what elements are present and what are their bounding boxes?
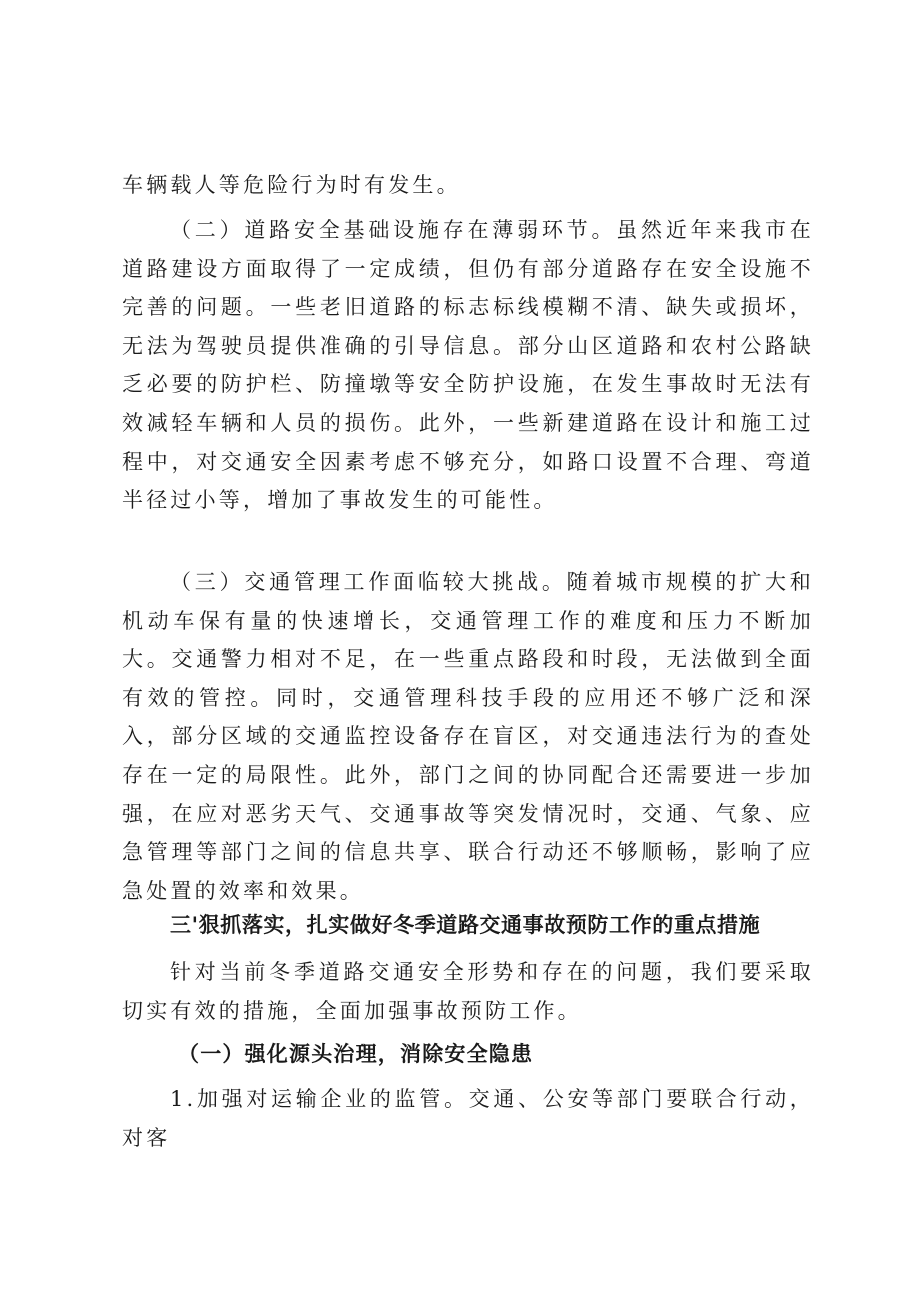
paragraph-section-intro: 针对当前冬季道路交通安全形势和存在的问题，我们要采取切实有效的措施，全面加强事故预防工作。 — [122, 960, 814, 1023]
paragraph-item-one: 1.加强对运输企业的监管。交通、公安等部门要联合行动，对客 — [122, 1087, 814, 1150]
section-three-heading: 三'狠抓落实，扎实做好冬季道路交通事故预防工作的重点措施 — [170, 913, 761, 937]
paragraph-traffic-management: （三）交通管理工作面临较大挑战。随着城市规模的扩大和机动车保有量的快速增长，交通管理工作的难度和压力不断加大。交通警力相对不足，在一些重点路段和时段，无法做到全面有效的管控。同时，交通管理科技手段的应用还不够广泛和深入，部分区域的交通监控设备存在盲区，对交通违法行为的查处存在一定的局限性。此外，部门之间的协同配合还需要进一步加强，在应对恶劣天气、交通事故等突发情况时，交通、气象、应急管理等部门之间的信息共享、联合行动还不够顺畅，影响了应急处置的效率和效果。 — [122, 570, 814, 903]
subsection-one-heading: （一）强化源头治理，消除安全隐患 — [178, 1042, 534, 1066]
paragraph-continuation: 车辆载人等危险行为时有发生。 — [122, 173, 461, 197]
paragraph-infrastructure: （二）道路安全基础设施存在薄弱环节。虽然近年来我市在道路建设方面取得了一定成绩，但仍有部分道路存在安全设施不完善的问题。一些老旧道路的标志标线模糊不清、缺失或损坏，无法为驾驶员提供准确的引导信息。部分山区道路和农村公路缺乏必要的防护栏、防撞墩等安全防护设施，在发生事故时无法有效减轻车辆和人员的损伤。此外，一些新建道路在设计和施工过程中，对交通安全因素考虑不够充分，如路口设置不合理、弯道半径过小等，增加了事故发生的可能性。 — [122, 218, 814, 513]
